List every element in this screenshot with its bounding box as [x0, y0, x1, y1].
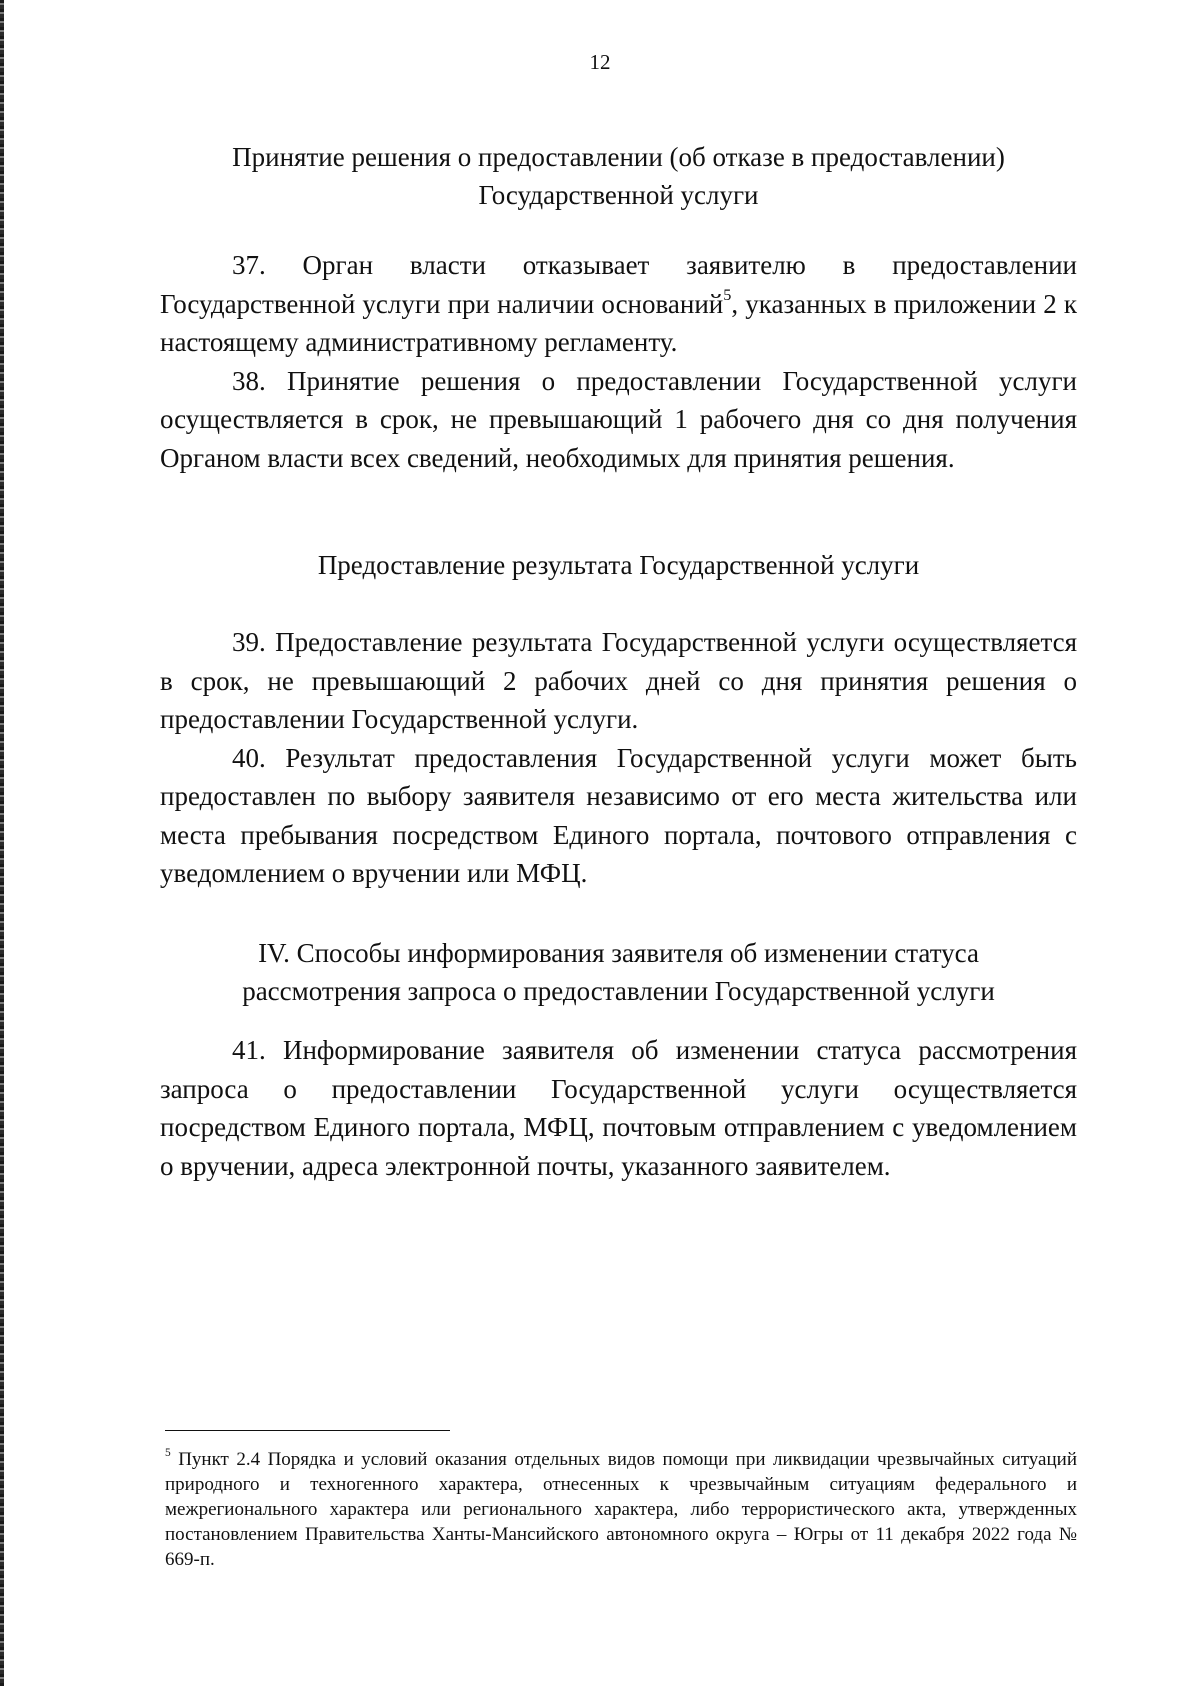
scan-edge [0, 0, 4, 1686]
footnote-text: Пункт 2.4 Порядка и условий оказания отдельных видов помощи при ликвидации чрезвычайных ситуаций природного и техногенного характера, отнесенных к чрезвычайным ситуациям федерального и межрегионального характера или регионального характера, либо террористического акта, утвержденных постановлением Правительства Ханты-Мансийского автономного округа – Югры от 11 декабря 2022 года № 669-п. [165, 1449, 1077, 1570]
paragraph-37 [160, 246, 1077, 362]
footnote-reference: 5 [723, 286, 732, 305]
heading-line: Государственной услуги [478, 180, 759, 210]
heading-line: IV. Способы информирования заявителя об изменении статуса [258, 938, 979, 968]
paragraph-39: 39. Предоставление результата Государственной услуги осуществляется в срок, не превышающий 2 рабочих дней со дня принятия решения о предоставлении Государственной услуги. [160, 627, 1077, 734]
heading-line: Предоставление результата Государственной услуги [317, 550, 920, 580]
paragraph-38: 38. Принятие решения о предоставлении Государственной услуги осуществляется в срок, не превышающий 1 рабочего дня со дня получения Органом власти всех сведений, необходимых для принятия решения. [160, 365, 1077, 473]
page-number: 12 [589, 50, 611, 74]
paragraph-41-text: 41. Информирование заявителя об изменении статуса рассмотрения запроса о предоставлении Государственной услуги осуществляется посредством Единого портала, МФЦ, почтовым отправлением с уведомлением о вручении, адреса электронной почты, указанного заявителем. [160, 1035, 1077, 1181]
paragraph-37-38 [160, 246, 1077, 477]
paragraph-41 [160, 1031, 1077, 1185]
paragraph-39-40 [160, 623, 1077, 893]
heading-line: рассмотрения запроса о предоставлении Государственной услуги [242, 976, 995, 1006]
paragraph-text: , указанных в приложении 2 к настоящему административному регламенту. [160, 288, 1078, 357]
paragraph-40: 40. Результат предоставления Государственной услуги может быть предоставлен по выбору заявителя независимо от его места жительства или места пребывания посредством Единого портала, почтового отправления с уведомлением о вручении или МФЦ. [160, 742, 1077, 888]
footnote-mark: 5 [165, 1446, 171, 1459]
footnote [165, 1447, 1077, 1572]
footnote-divider [165, 1430, 450, 1431]
section-heading-result [160, 546, 1077, 584]
heading-line: Принятие решения о предоставлении (об отказе в предоставлении) [232, 142, 1005, 172]
section-heading-iv [160, 934, 1077, 1010]
section-heading-decision [160, 138, 1077, 214]
paragraph-text: 37. Орган власти отказывает заявителю в предоставлении Государственной услуги при наличии оснований [160, 250, 1077, 319]
